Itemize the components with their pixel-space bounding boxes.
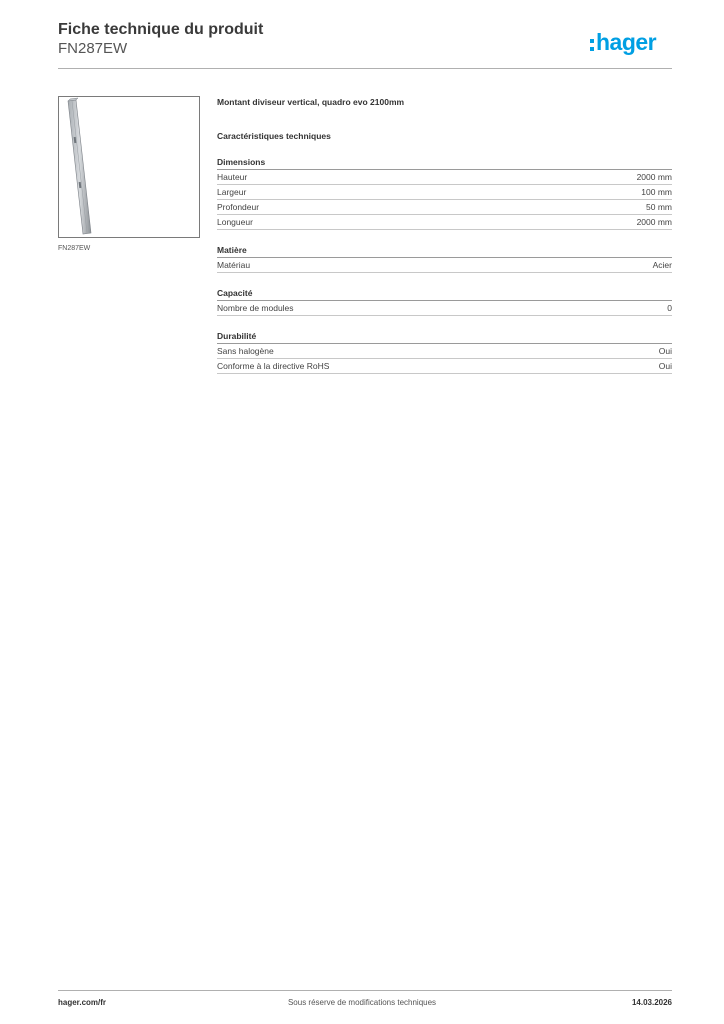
footer-divider xyxy=(58,990,672,991)
spec-value: 50 mm xyxy=(646,202,672,212)
vertical-divider-icon xyxy=(59,97,199,237)
product-caption: FN287EW xyxy=(58,245,91,252)
spec-value: Oui xyxy=(658,361,672,371)
spec-value: 2000 mm xyxy=(636,217,672,227)
page-title: Fiche technique du produit xyxy=(58,21,264,38)
product-description: Montant diviseur vertical, quadro evo 2100mm xyxy=(217,97,405,107)
spec-value: Oui xyxy=(658,346,672,356)
spec-label: Nombre de modules xyxy=(217,303,294,313)
product-reference: FN287EW xyxy=(58,40,128,57)
spec-label: Conforme à la directive RoHS xyxy=(217,361,330,371)
spec-row xyxy=(217,359,672,374)
logo-text: hager xyxy=(596,28,657,55)
spec-label: Longueur xyxy=(217,217,253,227)
hager-logo xyxy=(590,27,656,57)
section-title: Dimensions xyxy=(217,156,672,170)
specs-title: Caractéristiques techniques xyxy=(217,131,331,141)
section-dimensions xyxy=(217,156,672,230)
spec-label: Hauteur xyxy=(217,172,248,182)
logo-dots-icon xyxy=(590,39,594,51)
spec-label: Sans halogène xyxy=(217,346,274,356)
header-divider xyxy=(58,68,672,69)
spec-column xyxy=(217,96,672,374)
section-title: Durabilité xyxy=(217,330,672,344)
spec-label: Profondeur xyxy=(217,202,260,212)
spec-label: Matériau xyxy=(217,260,251,270)
spec-row xyxy=(217,185,672,200)
spec-row xyxy=(217,258,672,273)
spec-value: 2000 mm xyxy=(636,172,672,182)
spec-value: 0 xyxy=(667,303,672,313)
spec-row xyxy=(217,170,672,185)
product-image xyxy=(58,96,200,238)
section-title: Matière xyxy=(217,244,672,258)
spec-row xyxy=(217,215,672,230)
spec-row xyxy=(217,301,672,316)
spec-row xyxy=(217,344,672,359)
section-capacity xyxy=(217,287,672,316)
spec-row xyxy=(217,200,672,215)
spec-value: Acier xyxy=(652,260,672,270)
footer-website-link[interactable]: hager.com/fr xyxy=(58,998,107,1007)
spec-label: Largeur xyxy=(217,187,247,197)
section-title: Capacité xyxy=(217,287,672,301)
section-material xyxy=(217,244,672,273)
footer-date: 14.03.2026 xyxy=(631,998,672,1007)
footer-disclaimer: Sous réserve de modifications techniques xyxy=(287,998,437,1007)
spec-value: 100 mm xyxy=(641,187,672,197)
section-durability xyxy=(217,330,672,374)
